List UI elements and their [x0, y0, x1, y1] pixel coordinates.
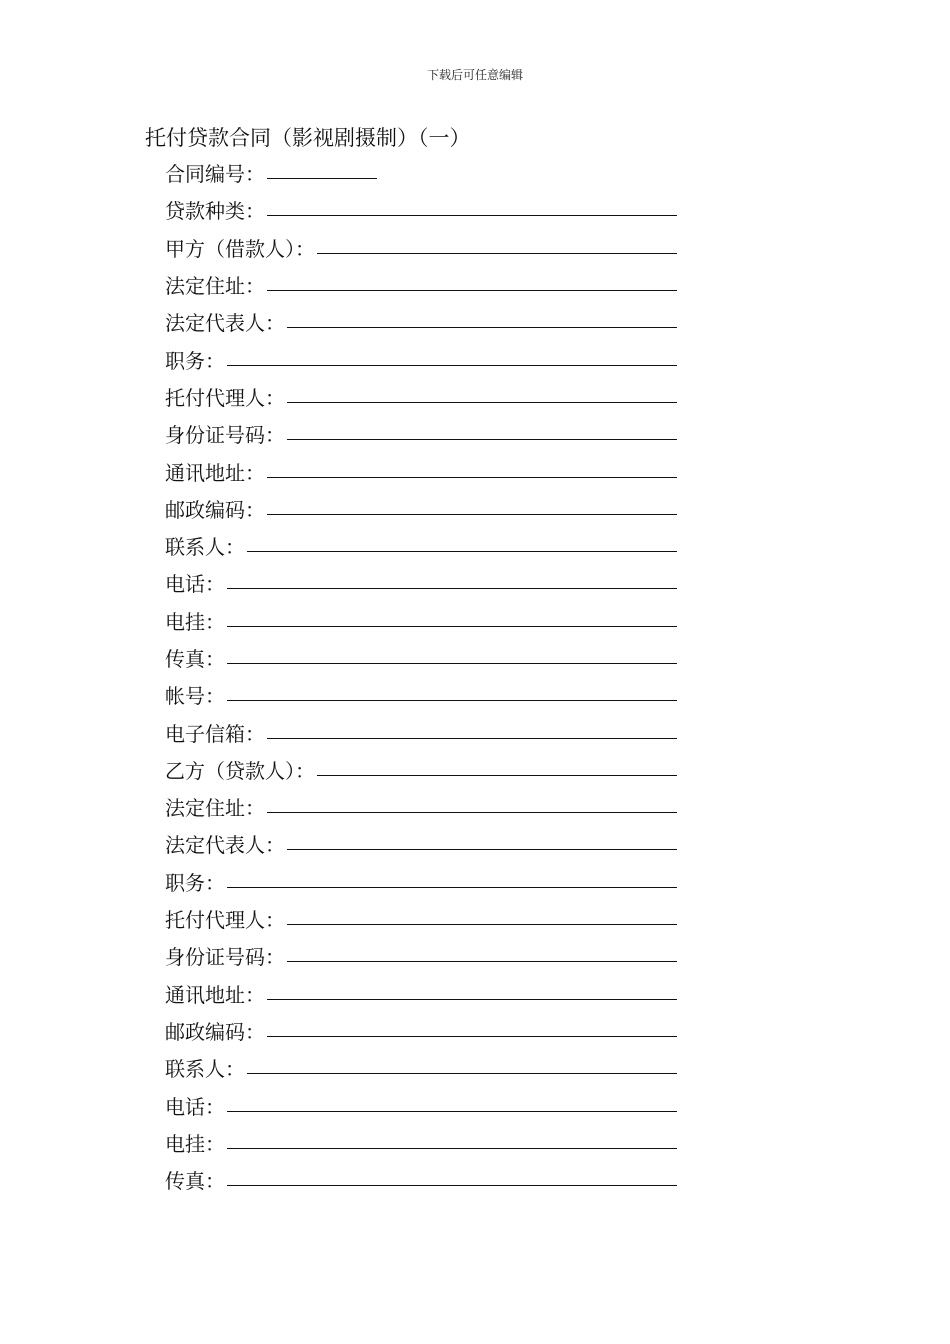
field-label: 身份证号码：	[165, 423, 285, 448]
field-row	[165, 676, 677, 713]
field-row	[165, 266, 677, 303]
field-label: 邮政编码：	[165, 497, 265, 522]
field-row	[165, 788, 677, 825]
field-label: 法定住址：	[165, 796, 265, 821]
field-label: 职务：	[165, 870, 225, 895]
field-blank-line[interactable]	[317, 763, 677, 776]
field-row	[165, 825, 677, 862]
field-label: 通讯地址：	[165, 982, 265, 1007]
field-row	[165, 303, 677, 340]
field-blank-line[interactable]	[227, 353, 677, 366]
field-row	[165, 751, 677, 788]
field-blank-line[interactable]	[227, 614, 677, 627]
field-row	[165, 639, 677, 676]
field-row	[165, 1124, 677, 1161]
field-label: 托付代理人：	[165, 385, 285, 410]
field-label: 通讯地址：	[165, 460, 265, 485]
field-row	[165, 975, 677, 1012]
field-blank-line[interactable]	[267, 987, 677, 1000]
field-blank-line[interactable]	[267, 278, 677, 291]
field-blank-line[interactable]	[287, 949, 677, 962]
field-row	[165, 602, 677, 639]
field-label: 电挂：	[165, 609, 225, 634]
field-label: 贷款种类：	[165, 199, 265, 224]
field-blank-line[interactable]	[287, 390, 677, 403]
field-label: 联系人：	[165, 1057, 245, 1082]
field-row	[165, 452, 677, 489]
field-row	[165, 1049, 677, 1086]
field-blank-line[interactable]	[287, 912, 677, 925]
field-label: 职务：	[165, 348, 225, 373]
field-row	[165, 1012, 677, 1049]
field-label: 传真：	[165, 1169, 225, 1194]
field-label: 电话：	[165, 1094, 225, 1119]
field-blank-line[interactable]	[227, 1099, 677, 1112]
field-label: 乙方（贷款人）：	[165, 758, 315, 783]
field-row	[165, 378, 677, 415]
field-blank-line[interactable]	[227, 1173, 677, 1186]
field-row	[165, 937, 677, 974]
document-title: 托付贷款合同（影视剧摄制）（一）	[145, 126, 471, 150]
field-label: 电话：	[165, 572, 225, 597]
field-label: 电子信箱：	[165, 721, 265, 746]
field-label: 联系人：	[165, 535, 245, 560]
field-row	[165, 191, 677, 228]
field-label: 合同编号：	[165, 162, 265, 187]
field-row	[165, 1086, 677, 1123]
field-blank-line[interactable]	[267, 502, 677, 515]
field-blank-line[interactable]	[267, 800, 677, 813]
field-row	[165, 900, 677, 937]
field-row	[165, 229, 677, 266]
field-label: 身份证号码：	[165, 945, 285, 970]
field-label: 托付代理人：	[165, 908, 285, 933]
field-blank-line[interactable]	[247, 1061, 677, 1074]
field-blank-line[interactable]	[267, 1024, 677, 1037]
contract-fields	[165, 154, 677, 1198]
field-blank-line[interactable]	[267, 203, 677, 216]
field-blank-line[interactable]	[287, 837, 677, 850]
field-row	[165, 415, 677, 452]
field-label: 电挂：	[165, 1131, 225, 1156]
field-row	[165, 490, 677, 527]
field-blank-line[interactable]	[287, 427, 677, 440]
field-blank-line[interactable]	[287, 315, 677, 328]
field-blank-line[interactable]	[267, 465, 677, 478]
field-row	[165, 154, 677, 191]
field-label: 帐号：	[165, 684, 225, 709]
field-blank-line[interactable]	[227, 1136, 677, 1149]
field-blank-line[interactable]	[267, 726, 677, 739]
field-row	[165, 527, 677, 564]
field-blank-line[interactable]	[247, 539, 677, 552]
field-label: 甲方（借款人）：	[165, 236, 315, 261]
field-row	[165, 564, 677, 601]
field-row	[165, 863, 677, 900]
field-row	[165, 340, 677, 377]
field-blank-line[interactable]	[227, 576, 677, 589]
field-blank-line[interactable]	[227, 651, 677, 664]
field-blank-line[interactable]	[227, 875, 677, 888]
field-blank-line[interactable]	[227, 688, 677, 701]
field-label: 邮政编码：	[165, 1019, 265, 1044]
field-label: 传真：	[165, 647, 225, 671]
field-label: 法定代表人：	[165, 311, 285, 336]
field-blank-line[interactable]	[267, 166, 377, 179]
header-note: 下载后可任意编辑	[426, 68, 523, 82]
field-blank-line[interactable]	[317, 241, 677, 254]
field-row	[165, 713, 677, 750]
field-label: 法定住址：	[165, 274, 265, 299]
field-label: 法定代表人：	[165, 833, 285, 858]
field-row	[165, 1161, 677, 1198]
